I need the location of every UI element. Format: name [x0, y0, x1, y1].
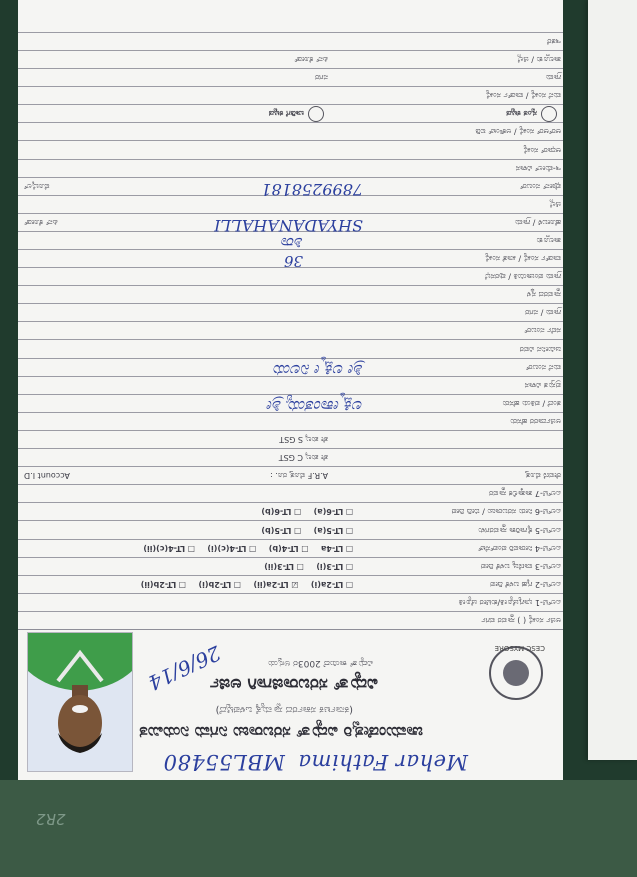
- checkbox-lt2aii[interactable]: ☑ LT-2a(ii): [253, 579, 299, 589]
- form-row: ಮನೆ ನಂಬರ್ ಶ್ರೀ ಲಕ್ಷ್ಮೀ ನಿಲಯ: [18, 358, 563, 376]
- form-row: ಎಲ್‌ಟಿ-7 ತಾತ್ಕಾಲಿಕ ಸ್ಥಾವರ: [18, 484, 563, 502]
- form-row: ಗ್ರಾಮ ಪಂಚಾಯಿತಿ / ಪುರಸಭೆ: [18, 267, 563, 285]
- date-signature: 26/6/14: [144, 640, 225, 696]
- form-row: ಹೋಬಳಿ / ಗ್ರಾಮ SHYADANAHALLI ಪಿನ್ ಕೋಡ್: [18, 213, 563, 231]
- form-row: ಶೇ ಶುಲ್ಕ S GST: [18, 430, 563, 448]
- form-row: ಎಲ್‌ಟಿ-6 ನೀರು ಸರಬರಾಜು / ಬೀದಿ ದೀಪ ☐ LT-6(a) ☐ LT-6(b): [18, 502, 563, 520]
- form-row: ಸ್ಥಾವರದ ಸ್ಥಳ: [18, 285, 563, 303]
- checkbox-lt6a[interactable]: ☐ LT-6(a): [313, 507, 353, 517]
- form-row: ಸ್ವಂತ ಕಟ್ಟಡ ಬಾಡಿಗೆ ಕಟ್ಟಡ: [18, 104, 563, 122]
- form-note: ವಿದ್ಯುತ್ ಕಾಯಿದೆ 2003ರ ಅನ್ವಯ: [268, 658, 373, 668]
- handwritten-taluk: ಶಿರಾ: [281, 234, 303, 253]
- handwritten-header: [163, 750, 468, 774]
- applicant-photo: [27, 632, 133, 772]
- form-row: ಗ್ರಾಮ ನಗರ: [18, 68, 563, 86]
- checkbox-lt2bi[interactable]: ☐ LT-2b(i): [198, 579, 241, 589]
- form-header: [18, 629, 563, 780]
- org-title: ಚಾಮುಂಡೇಶ್ವರಿ ವಿದ್ಯುತ್ ಸರಬರಾಜು ನಿಗಮ ನಿಯಮಿತ: [139, 723, 423, 742]
- checkbox-lt2ai[interactable]: ☐ LT-2a(i): [310, 579, 353, 589]
- form-row: ಎಲ್‌ಟಿ-5 ಕೈಗಾರಿಕಾ ಸ್ಥಾವರಗಳು ☐ LT-5(a) ☐ LT-5(b): [18, 520, 563, 538]
- form-row: ಆರ್‌ಆರ್ ಸಂಖ್ಯೆ / ಅಕೌಂಟ್ ಐಡಿ: [18, 122, 563, 140]
- seal-text: CESC MYSORE: [494, 644, 545, 652]
- checkbox-lt5b[interactable]: ☐ LT-5(b): [261, 525, 302, 535]
- form-row: ಶೇ ಶುಲ್ಕ C GST: [18, 448, 563, 466]
- checkbox-lt3i[interactable]: ☐ LT-3(i): [316, 561, 353, 571]
- form-row: ವಾರ್ಡ್ ಸಂಖ್ಯೆ / ಖಾತೆ ಸಂಖ್ಯೆ 36: [18, 249, 563, 267]
- checkbox-lt5a[interactable]: ☐ LT-5(a): [313, 525, 353, 535]
- own-building-radio[interactable]: [541, 106, 557, 122]
- checkbox-lt4ci[interactable]: ☐ LT-4(c)(i): [207, 543, 257, 553]
- paper-edge: [588, 0, 637, 760]
- form-title: ವಿದ್ಯುತ್ ಸರಬರಾಜಿಗಾಗಿ ಅರ್ಜಿ: [210, 674, 378, 694]
- form-row: ಫೋನ್ ನಂಬರ್ 7899258181 ಮೊಬೈಲ್: [18, 177, 563, 195]
- form-row: ತಾಲ್ಲೂಕು / ಜಿಲ್ಲೆ ಪಿನ್ ಕೋಡ್: [18, 50, 563, 68]
- form-row: ಮನೆ ಸಂಖ್ಯೆ / ವಾರ್ಡ್ ಸಂಖ್ಯೆ: [18, 86, 563, 104]
- form-row: ಜಿಲ್ಲೆ: [18, 195, 563, 213]
- form-row: ಸರ್ವೆ ನಂಬರ್: [18, 321, 563, 339]
- form-row: ತಾಲ್ಲೂಕು ಶಿರಾ: [18, 231, 563, 249]
- form-row: ತಂದೆ / ಪತಿಯ ಹೆಸರು ಲಕ್ಷ್ಮೀಕಾಂತಯ್ಯ ಶ್ರೀ: [18, 394, 563, 412]
- form-row: ಎಲ್‌ಟಿ-4 ನೀರಾವರಿ ಪಂಪ್‌ಸೆಟ್ ☐ LT-4a ☐ LT-4(b) ☐ LT-4(c)(i) ☐ LT-4(c)(ii): [18, 539, 563, 557]
- form-row: ಪ್ರಸ್ತುತ ವಿಳಾಸ: [18, 376, 563, 394]
- form-row: ಠೇವಣಿ ಮೊತ್ತ A.R.F ಮೊತ್ತ ರೂ. : Account I.D: [18, 466, 563, 484]
- form-row: ಇತರೆ: [18, 32, 563, 50]
- handwritten-phone: 7899258181: [261, 179, 363, 199]
- form-row: ಜಮೀನಿನ ವಿವರ: [18, 340, 563, 358]
- pencil-note: 2R2: [36, 810, 66, 828]
- form-row: ಅರ್ಜಿ ಸಂಖ್ಯೆ ( ) ಸ್ಥಾವರ ವರ್ಗ: [18, 611, 563, 629]
- checkbox-lt6b[interactable]: ☐ LT-6(b): [261, 507, 302, 517]
- form-row: ಅರ್ಜಿದಾರರ ಹೆಸರು: [18, 412, 563, 430]
- form-row: ಇ-ಮೇಲ್ ವಿಳಾಸ: [18, 159, 563, 177]
- checkbox-lt4cii[interactable]: ☐ LT-4(c)(ii): [143, 543, 195, 553]
- form-rows: [18, 32, 563, 629]
- checkbox-lt2bii[interactable]: ☐ LT-2b(ii): [140, 579, 186, 589]
- application-form: [18, 0, 563, 780]
- handwritten-id: MBL55480: [163, 750, 285, 774]
- checkbox-lt4a[interactable]: ☐ LT-4a: [320, 543, 353, 553]
- handwritten-name: Mehar Fathima: [298, 750, 468, 774]
- org-subtitle: (ಕರ್ನಾಟಕ ಸರ್ಕಾರದ ಸ್ವಾಮ್ಯಕ್ಕೆ ಒಳಪಟ್ಟಿದೆ): [215, 704, 353, 715]
- dark-backdrop: [0, 780, 637, 877]
- handwritten-house-name: ಶ್ರೀ ಲಕ್ಷ್ಮೀ ನಿಲಯ: [273, 360, 363, 380]
- checkbox-lt3ii[interactable]: ☐ LT-3(ii): [264, 561, 304, 571]
- handwritten-village: SHYADANAHALLI: [214, 215, 363, 235]
- form-row: ಎಲ್‌ಟಿ-2 ಗೃಹ ಬಳಕೆ ದೀಪ ☐ LT-2a(i) ☑ LT-2a(ii) ☐ LT-2b(i) ☐ LT-2b(ii): [18, 575, 563, 593]
- checkbox-lt4b[interactable]: ☐ LT-4(b): [268, 543, 309, 553]
- form-row: ಎಲ್‌ಟಿ-1 ಭಾಗ್ಯಜ್ಯೋತಿ/ಕುಟೀರ ಜ್ಯೋತಿ: [18, 593, 563, 611]
- form-row: ಆಧಾರ್ ಸಂಖ್ಯೆ: [18, 140, 563, 158]
- form-row: ಎಲ್‌ಟಿ-3 ವಾಣಿಜ್ಯ ಬಳಕೆ ದೀಪ ☐ LT-3(i) ☐ LT-3(ii): [18, 557, 563, 575]
- form-row: ಗ್ರಾಮ / ನಗರ: [18, 303, 563, 321]
- handwritten-ward: 36: [283, 252, 303, 271]
- org-seal-icon: [489, 646, 543, 700]
- tariff-boxes: [131, 576, 353, 593]
- handwritten-father-name: ಲಕ್ಷ್ಮೀಕಾಂತಯ್ಯ ಶ್ರೀ: [267, 396, 363, 416]
- rented-building-radio[interactable]: [308, 106, 324, 122]
